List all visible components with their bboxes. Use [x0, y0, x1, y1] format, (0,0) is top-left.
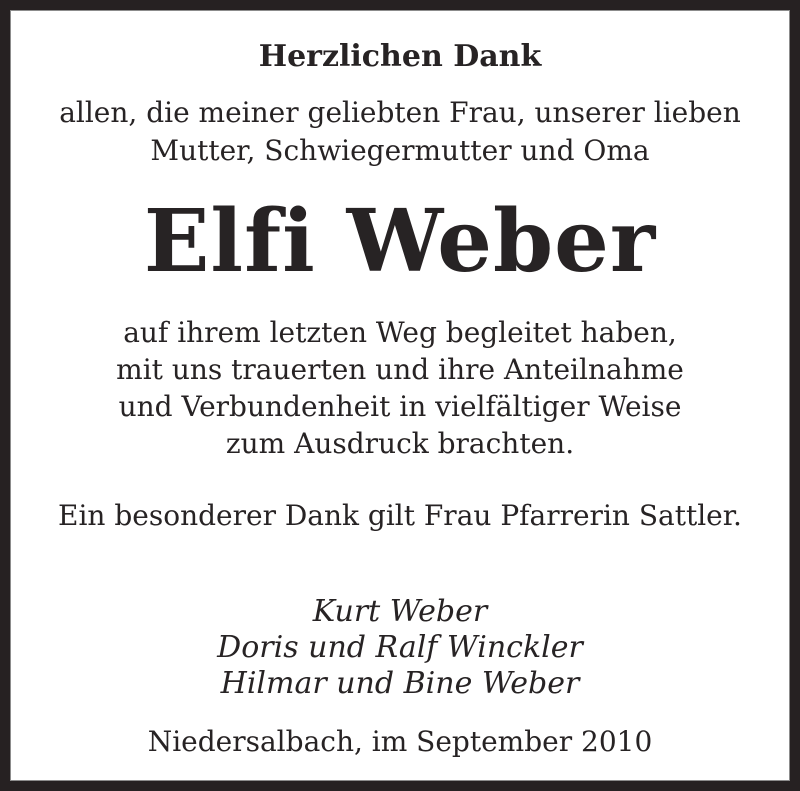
body-paragraph	[10, 314, 790, 462]
intro-line-1: allen, die meiner geliebten Frau, unserer lieben	[59, 96, 741, 129]
mourner-2: Doris und Ralf Winckler	[217, 630, 583, 665]
deceased-name: Elfi Weber	[143, 191, 657, 292]
special-thanks: Ein besonderer Dank gilt Frau Pfarrerin Sattler.	[58, 499, 742, 532]
body-line-2: mit uns trauerten und ihre Anteilnahme	[116, 353, 684, 386]
body-line-1: auf ihrem letzten Weg begleitet haben,	[123, 316, 677, 349]
mourner-1: Kurt Weber	[312, 594, 488, 629]
body-line-4: zum Ausdruck brachten.	[225, 427, 575, 460]
obituary-notice	[10, 40, 790, 791]
mourner-3: Hilmar und Bine Weber	[220, 666, 580, 701]
intro-paragraph	[10, 94, 790, 170]
intro-line-2: Mutter, Schwiegermutter und Oma	[150, 134, 650, 167]
mourners-list	[10, 594, 790, 702]
body-line-3: und Verbundenheit in vielfältiger Weise	[118, 390, 682, 423]
notice-title: Herzlichen Dank	[258, 39, 542, 74]
place-date: Niedersalbach, im September 2010	[147, 725, 653, 758]
